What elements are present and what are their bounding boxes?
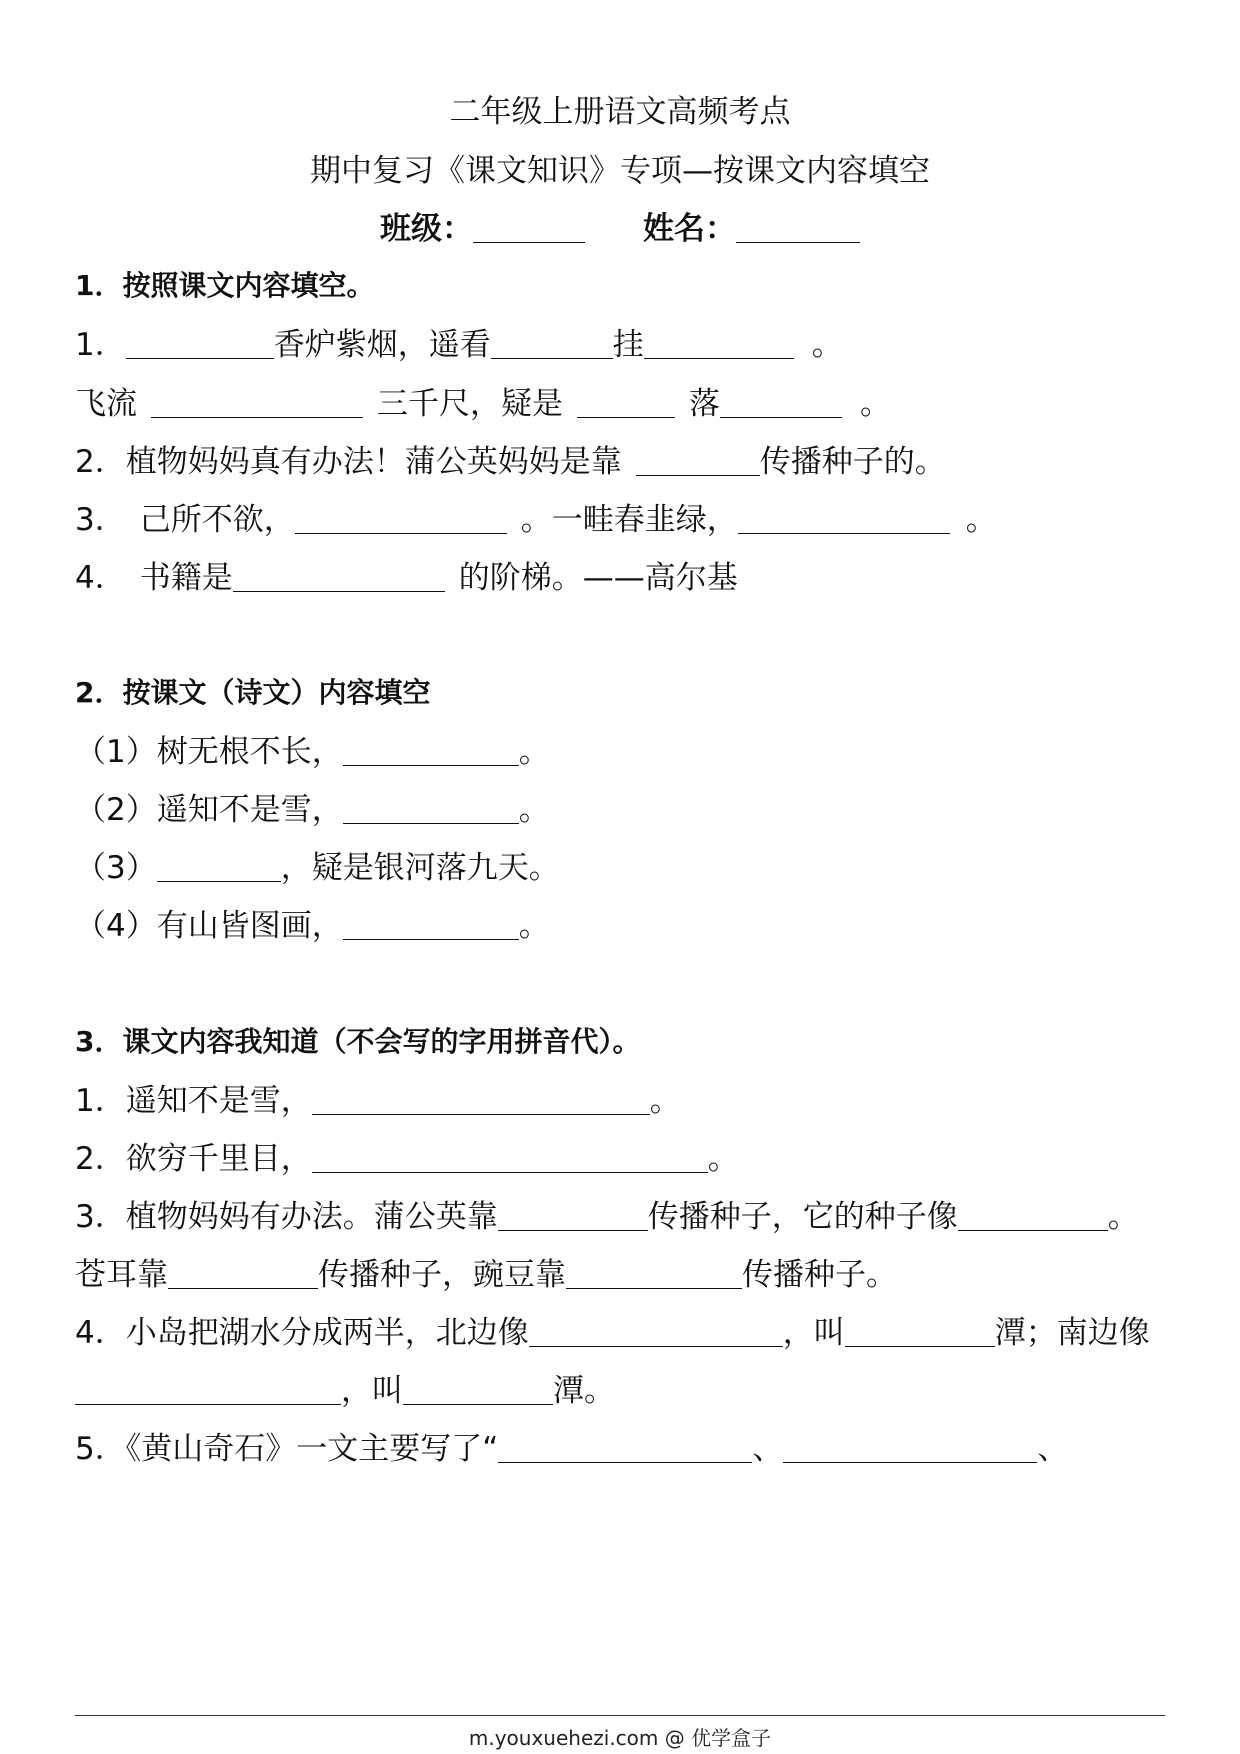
s2-item-4-post: 。: [518, 908, 550, 944]
s2-item-2-pre: （2）遥知不是雪，: [75, 792, 343, 828]
s3-q1-text: 1．遥知不是雪，: [75, 1083, 312, 1119]
s1-q1l2-blank2[interactable]: [577, 387, 675, 418]
s3-q3l2-end: 传播种子。: [742, 1257, 897, 1293]
s3-q1-end: 。: [649, 1083, 681, 1119]
s3-q4-blank1[interactable]: [529, 1316, 783, 1347]
s3-q3-line1: [75, 1197, 1139, 1237]
s1-q1l2-text-a: 飞流: [75, 386, 137, 422]
s3-q4l2-blank1[interactable]: [75, 1374, 341, 1405]
s3-q3-blank1[interactable]: [498, 1200, 648, 1231]
s3-q4-text-c: 潭；南边像: [994, 1315, 1150, 1351]
s1-q4-blank[interactable]: [233, 561, 445, 592]
s2-item-1-pre: （1）树无根不长，: [75, 734, 343, 770]
s2-item-3-blank[interactable]: [157, 851, 281, 882]
s3-q5-line: [75, 1429, 1068, 1469]
s3-q3-end: 。: [1107, 1199, 1139, 1235]
s3-q4l2-blank2[interactable]: [403, 1374, 553, 1405]
s3-q2-line: [75, 1139, 739, 1179]
s3-q3l2-text-b: 传播种子，豌豆靠: [318, 1257, 566, 1293]
s1-q1l2-blank1[interactable]: [151, 387, 363, 418]
s3-q5-blank2[interactable]: [783, 1432, 1037, 1463]
s1-q4-end: 的阶梯。——高尔基: [458, 560, 738, 596]
s3-q3l2-blank2[interactable]: [566, 1258, 742, 1289]
section1-heading: 1．按照课文内容填空。: [75, 269, 375, 302]
s2-item-3-pre: （3）: [75, 850, 157, 886]
s3-q3-blank2[interactable]: [958, 1200, 1108, 1231]
s1-q4-text-a: 书籍是: [139, 560, 233, 596]
student-info-row: [0, 209, 1240, 249]
s2-item-2: [75, 790, 550, 830]
s1-q4-num: 4．: [75, 560, 126, 596]
s1-q1-end: 。: [811, 327, 843, 363]
name-label: 姓名：: [643, 211, 736, 247]
section3-heading: 3．课文内容我知道（不会写的字用拼音代）。: [75, 1025, 641, 1058]
s1-q1-num: 1．: [75, 327, 126, 363]
s1-q1-blank2[interactable]: [491, 328, 613, 359]
s3-q4l2-text-a: ，叫: [341, 1373, 403, 1409]
s3-q3-text-a: 3．植物妈妈有办法。蒲公英靠: [75, 1199, 498, 1235]
page-title: 二年级上册语文高频考点: [449, 94, 791, 130]
s2-item-1-blank[interactable]: [343, 735, 519, 766]
s1-q3-line: [75, 500, 997, 540]
s3-q2-end: 。: [707, 1141, 739, 1177]
s3-q5-blank1[interactable]: [498, 1432, 752, 1463]
s2-item-1-post: 。: [518, 734, 550, 770]
s3-q4-line1: [75, 1313, 1150, 1353]
s1-q2-text: 2．植物妈妈真有办法！蒲公英妈妈是靠: [75, 444, 622, 480]
footer-text: m.youxuehezi.com @ 优学盒子: [468, 1726, 772, 1750]
s1-q2-blank[interactable]: [636, 445, 760, 476]
s1-q3-num: 3．: [75, 502, 126, 538]
s3-q2-text: 2．欲穷千里目，: [75, 1141, 312, 1177]
s3-q1-blank[interactable]: [312, 1084, 650, 1115]
s2-item-2-blank[interactable]: [343, 793, 519, 824]
s1-q4-line: [75, 558, 738, 598]
s3-q4-text-b: ，叫: [782, 1315, 845, 1351]
s1-q2-line: [75, 442, 946, 482]
s2-item-4-pre: （4）有山皆图画，: [75, 908, 343, 944]
s3-q1-line: [75, 1081, 681, 1121]
s3-q4-blank2[interactable]: [845, 1316, 995, 1347]
s3-q3-text-b: 传播种子，它的种子像: [647, 1199, 958, 1235]
s1-q2-end: 传播种子的。: [759, 444, 946, 480]
s1-q1l2-blank3[interactable]: [720, 387, 842, 418]
s1-q1-blank1[interactable]: [126, 328, 274, 359]
s2-item-4: [75, 906, 550, 946]
footer-divider: [75, 1715, 1165, 1716]
s1-q1l2-text-c: 落: [689, 386, 720, 422]
section2-heading: 2．按课文（诗文）内容填空: [75, 676, 431, 709]
s1-q1-text-a: 香炉紫烟，遥看: [273, 327, 491, 363]
s1-q1-line2: [75, 384, 891, 424]
s3-q4-text-a: 4．小岛把湖水分成两半，北边像: [75, 1315, 529, 1351]
s1-q1-text-b: 挂: [612, 327, 644, 363]
s3-q3l2-blank1[interactable]: [168, 1258, 318, 1289]
s2-item-4-blank[interactable]: [343, 909, 519, 940]
class-label: 班级：: [380, 211, 473, 247]
s1-q3-text-b: 。一畦春韭绿，: [520, 502, 738, 538]
name-blank[interactable]: [736, 212, 860, 243]
s1-q3-blank1[interactable]: [295, 503, 507, 534]
s1-q3-end: 。: [965, 502, 997, 538]
s2-item-3-post: ，疑是银河落九天。: [280, 850, 560, 886]
s3-q2-blank[interactable]: [312, 1142, 708, 1173]
s1-q1-line1: [75, 325, 843, 365]
s3-q4-line2: [75, 1371, 615, 1411]
page-subtitle: 期中复习《课文知识》专项—按课文内容填空: [310, 153, 930, 189]
s1-q1l2-end: 。: [860, 386, 891, 422]
s3-q5-sep2: 、: [1037, 1431, 1069, 1467]
s1-q1-blank3[interactable]: [644, 328, 794, 359]
s3-q5-sep1: 、: [752, 1431, 784, 1467]
s3-q5-text-a: 5．《黄山奇石》一文主要写了“: [75, 1431, 499, 1467]
s1-q3-blank2[interactable]: [738, 503, 950, 534]
s2-item-1: [75, 732, 550, 772]
s1-q1l2-text-b: 三千尺，疑是: [377, 386, 563, 422]
s3-q3l2-text-a: 苍耳靠: [75, 1257, 168, 1293]
s2-item-2-post: 。: [518, 792, 550, 828]
s3-q3-line2: [75, 1255, 897, 1295]
s2-item-3: [75, 848, 560, 888]
s1-q3-text-a: 己所不欲，: [139, 502, 295, 538]
class-blank[interactable]: [473, 212, 585, 243]
s3-q4l2-end: 潭。: [553, 1373, 615, 1409]
